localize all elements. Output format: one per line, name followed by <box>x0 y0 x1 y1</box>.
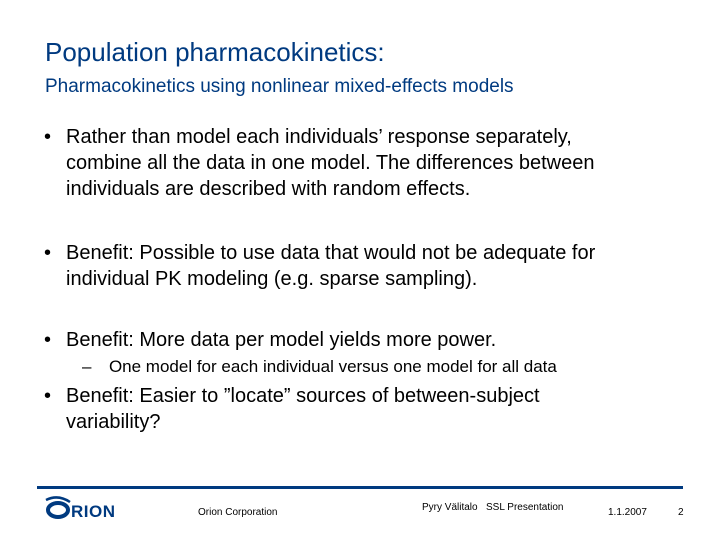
bullet-text <box>66 240 595 292</box>
bullet-line: Rather than model each individuals’ response separately, <box>66 126 572 148</box>
bullet-line: variability? <box>66 411 161 433</box>
slide-subtitle: Pharmacokinetics using nonlinear mixed-effects models <box>45 76 514 97</box>
footer-company: Orion Corporation <box>198 507 278 518</box>
bullet-text <box>66 383 540 435</box>
bullet-text <box>66 327 496 353</box>
bullet-marker: • <box>44 126 52 148</box>
slide-title: Population pharmacokinetics: <box>45 37 385 67</box>
orion-logo <box>44 496 130 522</box>
bullet-line: combine all the data in one model. The differences between <box>66 152 595 174</box>
sub-bullet-marker: – <box>82 357 92 376</box>
bullet-line: individuals are described with random effects. <box>66 178 471 200</box>
bullet-line: Benefit: Easier to ”locate” sources of between-subject <box>66 385 540 407</box>
bullet-line: individual PK modeling (e.g. sparse sampling). <box>66 268 478 290</box>
footer-presentation: SSL Presentation <box>486 502 564 513</box>
sub-bullet-text: One model for each individual versus one model for all data <box>108 357 557 376</box>
bullet-line: Benefit: Possible to use data that would not be adequate for <box>66 242 596 264</box>
bullet-line: Benefit: More data per model yields more power. <box>66 329 497 351</box>
footer-author: Pyry Välitalo <box>422 502 478 513</box>
bullet-marker: • <box>44 242 52 264</box>
bullet-marker: • <box>44 329 52 351</box>
sub-bullet-item <box>82 356 557 378</box>
footer-date: 1.1.2007 <box>608 507 647 518</box>
svg-text:RION: RION <box>71 502 116 521</box>
footer-divider <box>37 486 683 489</box>
footer-page-number: 2 <box>678 507 684 518</box>
bullet-text <box>66 124 595 202</box>
bullet-marker: • <box>44 385 52 407</box>
